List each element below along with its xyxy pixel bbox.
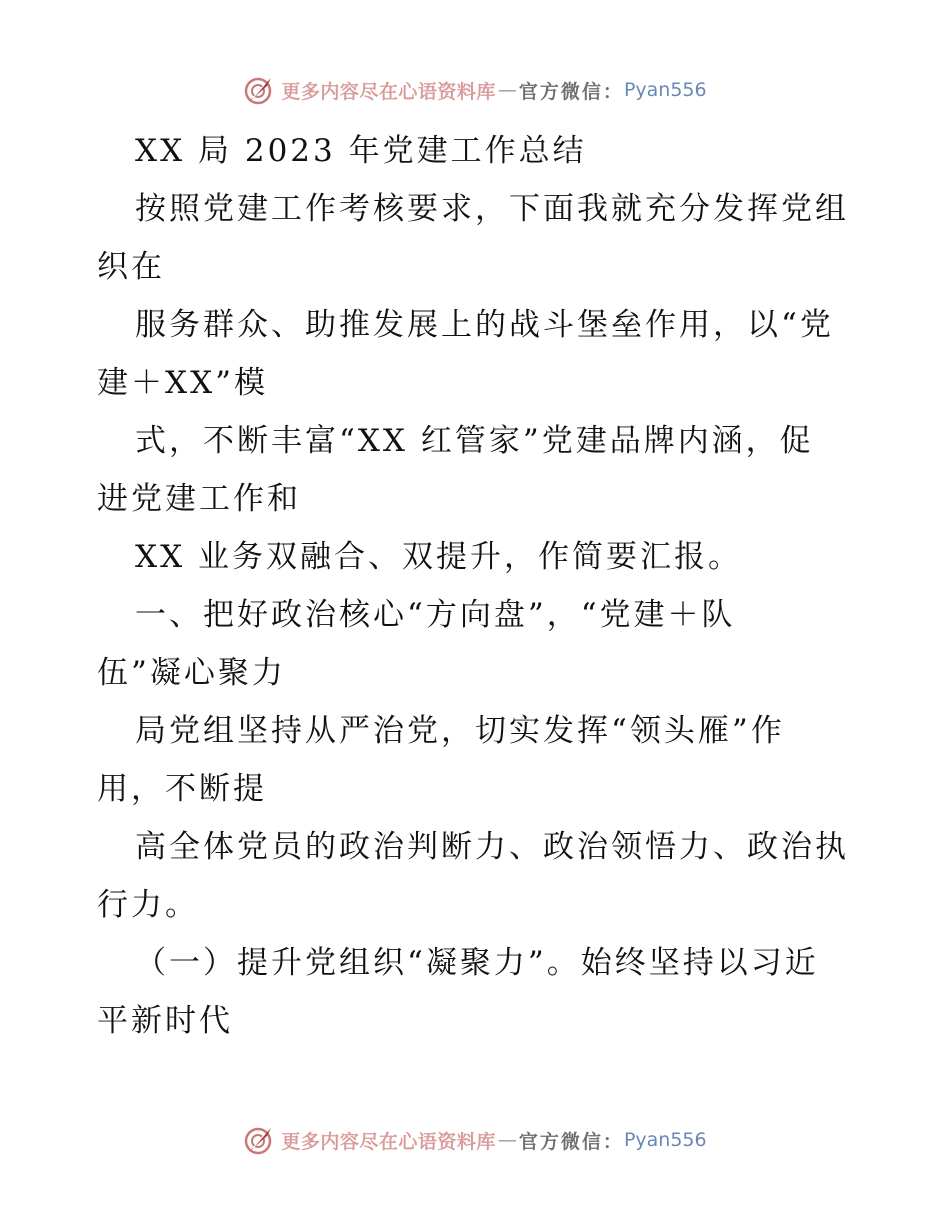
text-line: 服务群众、助推发展上的战斗堡垒作用，以“党 (135, 307, 834, 343)
watermark-text: 更多内容尽在心语资料库 (281, 1130, 496, 1153)
text-line: 按照党建工作考核要求，下面我就充分发挥党组 (135, 191, 849, 227)
text-line: 平新时代 (97, 1003, 233, 1039)
section-heading-cont: 伍”凝心聚力 (97, 655, 286, 691)
document-body (97, 122, 857, 1050)
quill-seal-icon (243, 1124, 275, 1156)
text-line: 高全体党员的政治判断力、政治领悟力、政治执 (135, 829, 849, 865)
text-line: 织在 (97, 249, 165, 285)
watermark-banner-top (0, 70, 950, 110)
section-heading: 一、把好政治核心“方向盘”，“党建＋队 (135, 597, 736, 633)
watermark-wechat-id: Pyan556 (623, 1129, 707, 1151)
text-line: 局党组坚持从严治党，切实发挥“领头雁”作 (135, 713, 785, 749)
text-line: 式，不断丰富“XX 红管家”党建品牌内涵，促 (135, 423, 814, 459)
text-line: XX 业务双融合、双提升，作简要汇报。 (135, 539, 742, 575)
watermark-text: 更多内容尽在心语资料库 (281, 80, 496, 103)
watermark-banner-bottom (0, 1120, 950, 1160)
watermark-dash: — (497, 79, 517, 101)
watermark-wechat-id: Pyan556 (623, 79, 707, 101)
watermark-dash: — (497, 1129, 517, 1151)
subsection-heading: （一）提升党组织“凝聚力”。始终坚持以习近 (135, 945, 819, 981)
quill-seal-icon (243, 74, 275, 106)
text-line: 进党建工作和 (97, 481, 301, 517)
text-line: 用，不断提 (97, 771, 267, 807)
watermark-wechat-label: 官方微信： (518, 1130, 624, 1153)
watermark-wechat-label: 官方微信： (518, 80, 624, 103)
text-line: 行力。 (97, 887, 199, 923)
text-line: 建＋XX”模 (97, 365, 268, 401)
document-title: XX 局 2023 年党建工作总结 (135, 133, 587, 169)
